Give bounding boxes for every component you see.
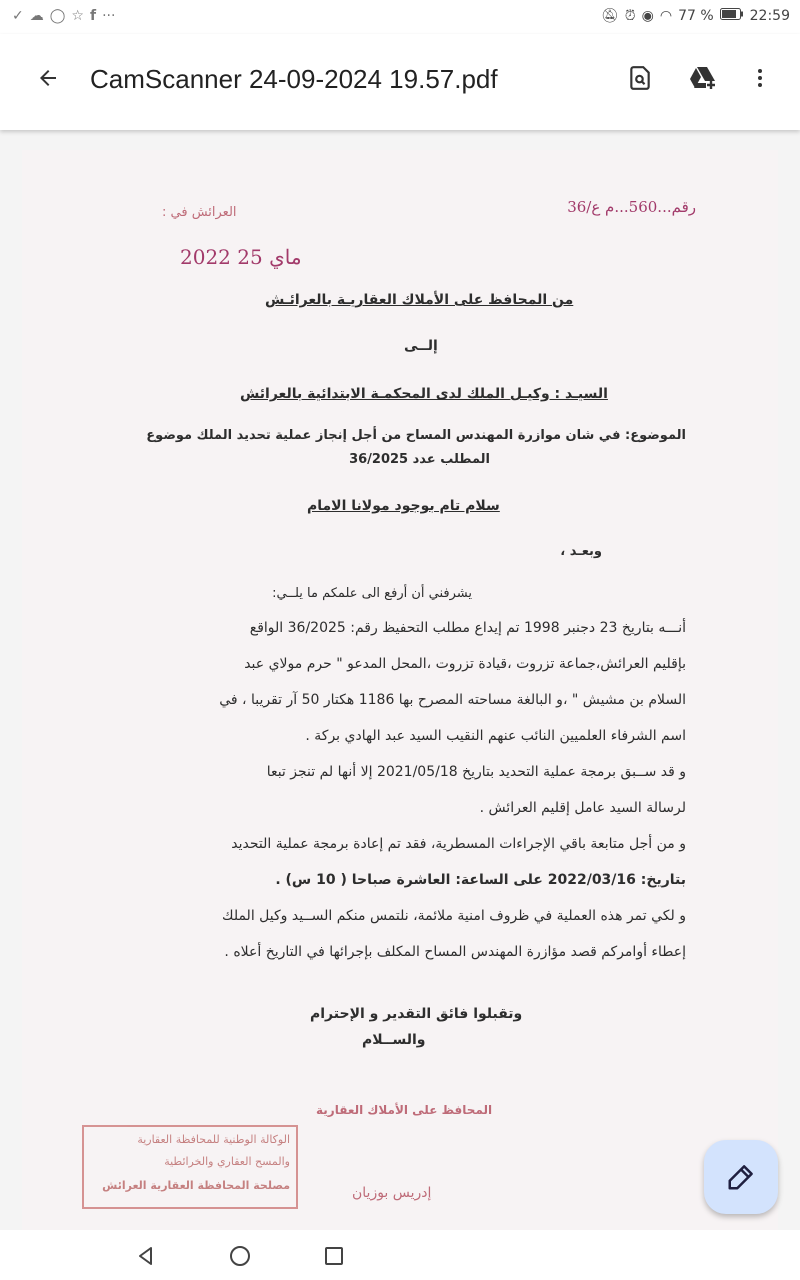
- official-stamp: [82, 1125, 298, 1209]
- pdf-viewer[interactable]: [0, 130, 800, 1230]
- stamp-line-2: والمسح العقاري والخرائطية: [164, 1155, 290, 1168]
- save-to-drive-button[interactable]: [682, 56, 726, 100]
- paragraph-3-line-1: و من أجل متابعة باقي الإجراءات المسطرية، فقد تم إعادة برمجة عملية التحديد: [231, 836, 686, 852]
- find-in-page-icon: [627, 65, 653, 91]
- handwritten-date: 2022 ماي 25: [180, 245, 302, 269]
- stamp-line-3: مصلحة المحافظة العقارية العرائش: [102, 1179, 290, 1192]
- nav-recents-icon: [323, 1245, 345, 1267]
- mute-icon: 🔕︎: [600, 8, 619, 24]
- paragraph-4-line-1: و لكي تمر هذه العملية في ظروف امنية ملائمة، نلتمس منكم الســيد وكيل الملك: [222, 908, 686, 924]
- paragraph-2-line-1: و قد ســبق برمجة عملية التحديد بتاريخ 2021/05/18 إلا أنها لم تنجز تبعا: [266, 764, 686, 780]
- signer-name: إدريس بوزيان: [352, 1185, 432, 1201]
- city-date-label: العرائش في :: [162, 205, 237, 220]
- back-arrow-icon: [36, 66, 60, 90]
- recipient-line: السيـد : وكيـل الملك لدى المحكمـة الابتدائية بالعرائش: [240, 386, 608, 402]
- clock: 22:59: [749, 8, 790, 24]
- battery-icon: [720, 8, 744, 24]
- and-after: وبعـد ،: [560, 544, 602, 559]
- paragraph-1-line-4: اسم الشرفاء العلميين النائب عنهم النقيب السيد عبد الهادي بركة .: [305, 728, 686, 744]
- paragraph-3-line-2: بتاريخ: 2022/03/16 على الساعة: العاشرة صباحا ( 10 س) .: [275, 872, 686, 888]
- paragraph-2-line-2: لرسالة السيد عامل إقليم العرائش .: [479, 800, 686, 816]
- nav-back-icon: [135, 1245, 157, 1267]
- eye-icon: ◉: [641, 8, 654, 24]
- closing-line-1: وتقبلوا فائق التقدير و الإحترام: [310, 1006, 523, 1022]
- nav-home-button[interactable]: [220, 1236, 260, 1276]
- closing-line-2: والســلام: [362, 1032, 426, 1048]
- paragraph-1-line-3: السلام بن مشيش " ،و البالغة مساحته المصرح بها 1186 هكتار 50 آر تقريبا ، في: [219, 692, 686, 708]
- back-button[interactable]: [26, 56, 70, 100]
- find-in-page-button[interactable]: [618, 56, 662, 100]
- paragraph-1-line-2: بإقليم العرائش،جماعة تزروت ،قيادة تزروت ،المحل المدعو " حرم مولاي عبد: [244, 656, 686, 672]
- wifi-icon: ◠: [659, 8, 673, 24]
- status-notification-icons: [12, 7, 115, 25]
- pdf-page: [22, 150, 778, 1230]
- status-bar: [0, 0, 800, 34]
- alarm-icon: ⏰︎: [624, 8, 636, 24]
- document-title: CamScanner 24-09-2024 19.57.pdf: [90, 64, 498, 94]
- download-done-icon: ✓: [12, 8, 24, 24]
- reference-number: رقم...560...م ع/36: [567, 198, 696, 216]
- facebook-icon: f: [89, 8, 97, 24]
- intro-line: يشرفني أن أرفع الى علمكم ما يلــي:: [272, 586, 472, 601]
- status-system-icons: [601, 7, 790, 25]
- star-icon: ☆: [71, 8, 84, 24]
- signer-title: المحافظ على الأملاك العقارية: [316, 1103, 493, 1117]
- more-icon: ···: [102, 8, 116, 24]
- paragraph-4-line-2: إعطاء أوامركم قصد مؤازرة المهندس المساح المكلف بإجرائها في التاريخ أعلاه .: [224, 944, 686, 960]
- more-options-button[interactable]: [738, 56, 782, 100]
- from-line: من المحافظ على الأملاك العقاريـة بالعرائـش: [265, 292, 574, 308]
- nav-recents-button[interactable]: [314, 1236, 354, 1276]
- edit-draw-icon: [726, 1162, 756, 1192]
- annotate-fab-button[interactable]: [704, 1140, 778, 1214]
- drive-add-icon: [689, 65, 719, 91]
- system-nav-bar: [0, 1230, 800, 1280]
- greeting: سلام تام بوجود مولانا الامام: [307, 498, 500, 514]
- paragraph-1-line-1: أنـــه بتاريخ 23 دجنبر 1998 تم إيداع مطلب التحفيظ رقم: 36/2025 الواقع: [249, 620, 686, 636]
- more-vert-icon: [748, 66, 772, 90]
- circle-icon: ◯: [49, 8, 66, 24]
- to-line: إلــى: [404, 338, 438, 354]
- subject-line-1: الموضوع: في شان موازرة المهندس المساح من أجل إنجاز عملية تحديد الملك موضوع: [146, 428, 686, 443]
- cloud-icon: ☁: [29, 8, 44, 24]
- subject-line-2: المطلب عدد 36/2025: [349, 452, 490, 467]
- nav-back-button[interactable]: [126, 1236, 166, 1276]
- nav-home-icon: [228, 1244, 252, 1268]
- app-bar: [0, 34, 800, 130]
- stamp-line-1: الوكالة الوطنية للمحافظة العقارية: [137, 1133, 290, 1146]
- battery-percent: 77 %: [678, 8, 714, 24]
